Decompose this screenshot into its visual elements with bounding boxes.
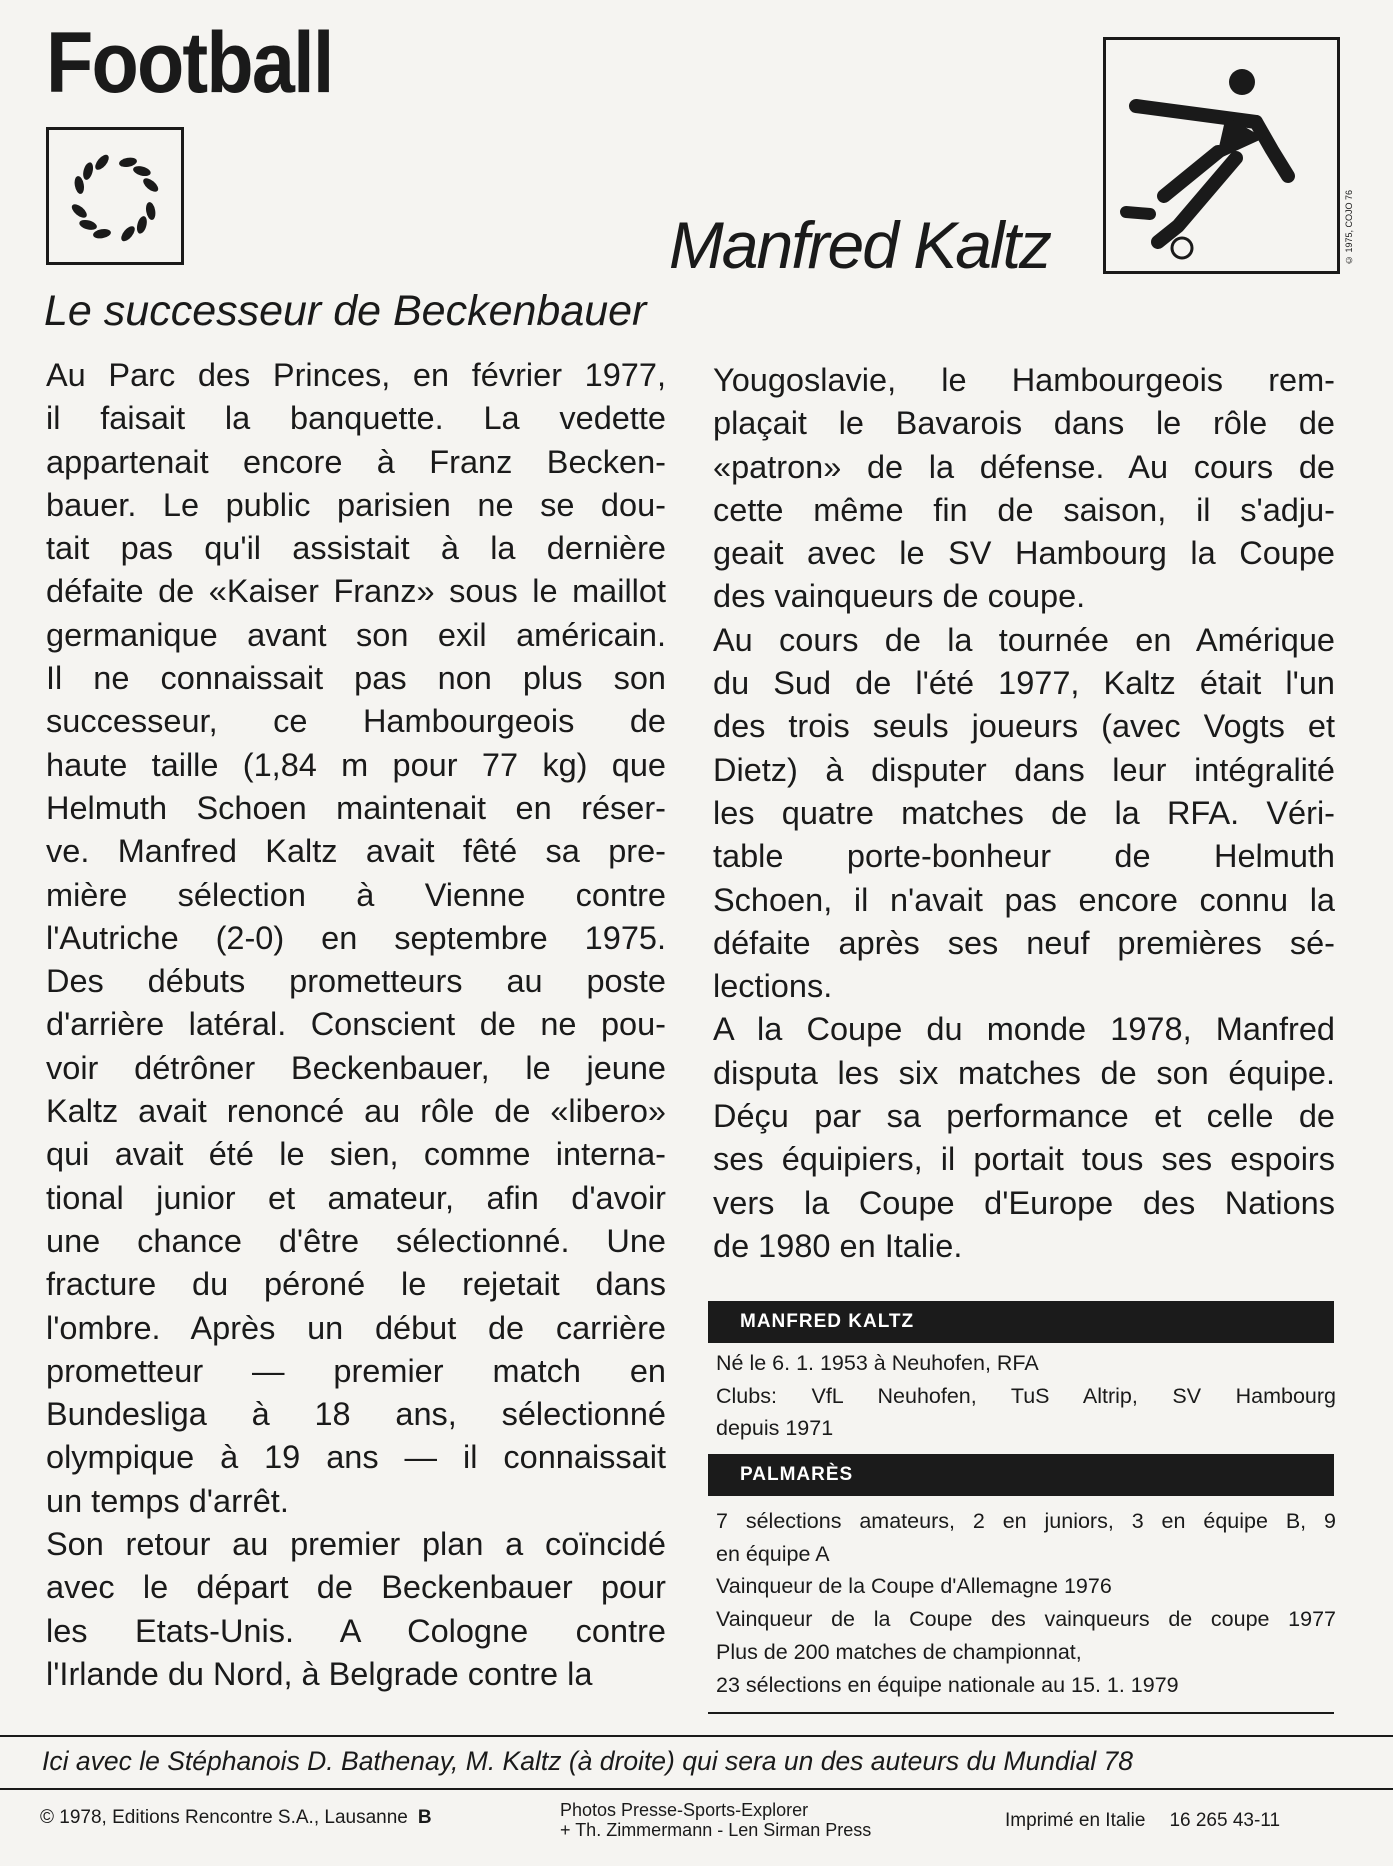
printed-in: Imprimé en Italie	[1005, 1810, 1146, 1831]
wreath-leaf	[78, 218, 98, 231]
article-line: Des débuts prometteurs au poste	[46, 963, 666, 1000]
divider	[708, 1712, 1334, 1714]
info-line: Clubs: VfL Neuhofen, TuS Altrip, SV Hambourg	[716, 1383, 1336, 1408]
article-line: avec le départ de Beckenbauer pour	[46, 1569, 666, 1606]
article-line: les Etats-Unis. A Cologne contre	[46, 1612, 666, 1649]
info-line: 7 sélections amateurs, 2 en juniors, 3 en équipe B, 9	[716, 1509, 1336, 1533]
series-letter: B	[417, 1807, 432, 1828]
bio-heading: MANFRED KALTZ	[708, 1301, 1334, 1343]
article-line: des trois seuls joueurs (avec Vogts et	[713, 708, 1335, 745]
info-line: Né le 6. 1. 1953 à Neuhofen, RFA	[716, 1351, 1039, 1375]
article-line: ve. Manfred Kaltz avait fêté sa pre-	[46, 833, 666, 870]
article-line: Bundesliga à 18 ans, sélectionné	[46, 1396, 666, 1433]
wreath-leaf	[92, 228, 111, 240]
article-line: qui avait été le sien, comme interna-	[46, 1136, 666, 1173]
article-line: un temps d'arrêt.	[46, 1482, 289, 1519]
wreath-leaf	[73, 175, 85, 194]
article-line: table porte-bonheur de Helmuth	[713, 838, 1335, 875]
article-line: Il ne connaissait pas non plus son	[46, 660, 666, 697]
wreath-leaf	[145, 201, 157, 220]
article-line: A la Coupe du monde 1978, Manfred	[713, 1011, 1335, 1048]
article-line: haute taille (1,84 m pour 77 kg) que	[46, 746, 666, 783]
article-line: de 1980 en Italie.	[713, 1227, 963, 1264]
photo-credit-line: Photos Presse-Sports-Explorer	[560, 1800, 809, 1820]
article-line: vers la Coupe d'Europe des Nations	[713, 1184, 1335, 1221]
wreath-leaf	[93, 153, 111, 173]
article-line: l'Autriche (2-0) en septembre 1975.	[46, 919, 666, 956]
article-line: défaite après ses neuf premières sé-	[713, 924, 1335, 961]
article-line: Schoen, il n'avait pas encore connu la	[713, 881, 1335, 918]
article-line: les quatre matches de la RFA. Véri-	[713, 794, 1335, 831]
article-line: l'ombre. Après un début de carrière	[46, 1309, 666, 1346]
article-column-left	[46, 354, 666, 1696]
info-line: 23 sélections en équipe nationale au 15. 1. 1979	[716, 1672, 1179, 1697]
laurel-wreath-icon	[46, 127, 184, 265]
article-line: défaite de «Kaiser Franz» sous le maillot	[46, 573, 666, 610]
article-line: des vainqueurs de coupe.	[713, 578, 1086, 615]
footballer-pictogram-icon	[1103, 37, 1340, 274]
article-line: du Sud de l'été 1977, Kaltz était l'un	[713, 665, 1335, 702]
bio-details	[716, 1347, 1336, 1445]
wreath-leaf	[119, 224, 137, 244]
article-line: mière sélection à Vienne contre	[46, 876, 666, 913]
article-line: prometteur — premier match en	[46, 1352, 666, 1389]
article-line: successeur, ce Hambourgeois de	[46, 703, 666, 740]
article-line: Au Parc des Princes, en février 1977,	[46, 357, 666, 393]
article-line: «patron» de la défense. Au cours de	[713, 448, 1335, 485]
palmares-list	[716, 1505, 1336, 1701]
card-code: 16 265 43-11	[1169, 1810, 1281, 1831]
palmares-heading: PALMARÈS	[708, 1454, 1334, 1496]
article-column-right	[713, 359, 1335, 1268]
wreath-leaf	[141, 176, 161, 194]
pictogram-copyright: © 1975, COJO 76	[1344, 190, 1354, 266]
info-line: Plus de 200 matches de championnat,	[716, 1639, 1082, 1664]
article-line: d'arrière latéral. Conscient de ne pou-	[46, 1006, 666, 1043]
article-line: une chance d'être sélectionné. Une	[46, 1222, 666, 1259]
info-line: Vainqueur de la Coupe des vainqueurs de coupe 1977	[716, 1607, 1336, 1632]
info-line: en équipe A	[716, 1541, 830, 1566]
footer-print-info	[1005, 1810, 1280, 1832]
article-line: Au cours de la tournée en Amérique	[713, 621, 1335, 658]
wreath-leaf	[81, 161, 94, 181]
footer-photo-credits	[560, 1800, 871, 1840]
article-line: tait pas qu'il assistait à la dernière	[46, 530, 666, 567]
article-subtitle: Le successeur de Beckenbauer	[44, 287, 647, 335]
article-line: Helmuth Schoen maintenait en réser-	[46, 789, 666, 826]
article-line: Yougoslavie, le Hambourgeois rem-	[713, 362, 1335, 398]
photo-caption: Ici avec le Stéphanois D. Bathenay, M. Kaltz (à droite) qui sera un des auteurs du Mundial 78	[42, 1746, 1134, 1776]
article-line: tional junior et amateur, afin d'avoir	[46, 1179, 666, 1216]
wreath-leaf	[118, 156, 137, 168]
divider	[0, 1788, 1393, 1790]
article-line: fracture du péroné le rejetait dans	[46, 1266, 666, 1303]
footer-copyright	[40, 1807, 432, 1829]
wreath-leaf	[135, 215, 148, 235]
article-line: voir détrôner Beckenbauer, le jeune	[46, 1049, 666, 1086]
article-line: Dietz) à disputer dans leur intégralité	[713, 751, 1335, 788]
player-name: Manfred Kaltz	[668, 208, 1050, 282]
article-line: Déçu par sa performance et celle de	[713, 1098, 1335, 1135]
article-line: appartenait encore à Franz Becken-	[46, 443, 666, 480]
article-line: l'Irlande du Nord, à Belgrade contre la	[46, 1655, 593, 1692]
article-line: Son retour au premier plan a coïncidé	[46, 1526, 666, 1563]
photo-credit-line: + Th. Zimmermann - Len Sirman Press	[560, 1820, 872, 1840]
article-line: Kaltz avait renoncé au rôle de «libero»	[46, 1093, 666, 1130]
article-line: germanique avant son exil américain.	[46, 616, 666, 653]
article-line: plaçait le Bavarois dans le rôle de	[713, 405, 1335, 442]
divider	[0, 1735, 1393, 1737]
info-line: depuis 1971	[716, 1416, 834, 1441]
article-line: bauer. Le public parisien ne se dou-	[46, 486, 666, 523]
footer-copyright-text: © 1978, Editions Rencontre S.A., Lausanne	[40, 1807, 408, 1828]
article-line: cette même fin de saison, il s'adju-	[713, 491, 1335, 528]
article-line: geait avec le SV Hambourg la Coupe	[713, 535, 1335, 572]
article-line: il faisait la banquette. La vedette	[46, 400, 666, 437]
article-line: lections.	[713, 968, 833, 1005]
wreath-leaf	[132, 164, 152, 177]
sport-title: Football	[46, 15, 333, 111]
info-line: Vainqueur de la Coupe d'Allemagne 1976	[716, 1574, 1112, 1599]
article-line: disputa les six matches de son équipe.	[713, 1054, 1335, 1091]
article-line: olympique à 19 ans — il connaissait	[46, 1439, 666, 1476]
wreath-leaf	[70, 202, 90, 220]
article-line: ses équipiers, il portait tous ses espoirs	[713, 1141, 1335, 1178]
